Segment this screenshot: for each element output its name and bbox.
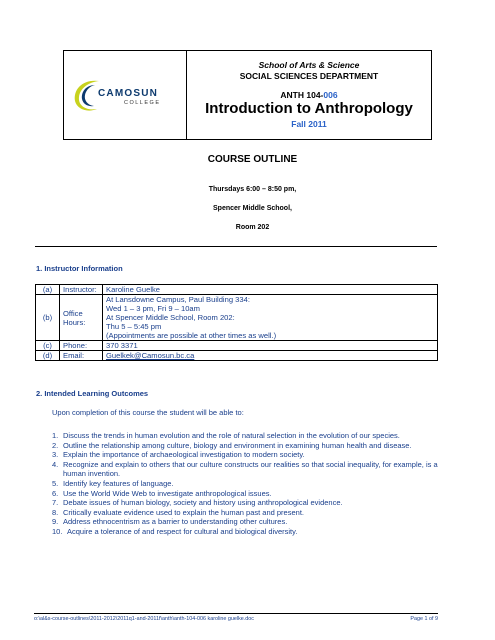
row-value-line: At Spencer Middle School, Room 202:: [106, 313, 235, 322]
row-value: [103, 295, 438, 341]
footer-page-number: Page 1 of 9: [410, 616, 438, 622]
outcome-item: [52, 498, 442, 508]
row-value-line: Karoline Guelke: [106, 285, 161, 294]
outcome-text: Address ethnocentrism as a barrier to understanding other cultures.: [63, 517, 288, 527]
row-number: (b): [36, 295, 60, 341]
outcome-item: [52, 517, 442, 527]
outcome-item: [52, 527, 442, 537]
term: Fall 2011: [291, 119, 327, 129]
row-label: Instructor:: [60, 285, 103, 295]
outcome-number: 8.: [52, 507, 59, 517]
outcome-text: Recognize and explain to others that our culture constructs our realities so that social inequality, for example, is a human invention.: [63, 459, 438, 479]
header-box: [63, 50, 432, 140]
instructor-table-row: [36, 351, 438, 361]
outcome-text: Debate issues of human biology, society and history using anthropological evidence.: [63, 498, 343, 508]
school-name: School of Arts & Science: [258, 60, 360, 70]
logo-wordmark: CAMOSUN: [98, 88, 159, 99]
meeting-room: Room 202: [235, 224, 270, 231]
outcome-item: [52, 489, 442, 499]
logo-cell: [64, 51, 187, 139]
row-label: Phone:: [60, 341, 103, 351]
row-value-line: At Lansdowne Campus, Paul Building 334:: [106, 295, 250, 304]
instructor-table-row: [36, 295, 438, 341]
course-code-prefix: ANTH 104-: [280, 90, 324, 100]
course-title: Introduction to Anthropology: [205, 100, 413, 117]
section-heading-instructor: 1. Instructor Information: [36, 264, 123, 273]
outcome-item: [52, 460, 442, 479]
instructor-table-row: [36, 341, 438, 351]
row-value-line: Thu 5 – 5:45 pm: [106, 322, 162, 331]
title-cell: [187, 51, 431, 139]
outcome-number: 3.: [52, 450, 59, 460]
meeting-time: Thursdays 6:00 – 8:50 pm,: [208, 186, 297, 193]
outcome-number: 1.: [52, 431, 59, 440]
department-name: SOCIAL SCIENCES DEPARTMENT: [239, 71, 379, 81]
email-link[interactable]: Guelkek@Camosun.bc.ca: [106, 351, 195, 360]
outcome-number: 4.: [52, 459, 59, 469]
outcomes-list: [52, 431, 442, 537]
row-value: [103, 351, 438, 361]
outcome-number: 5.: [52, 478, 59, 488]
divider-rule: [35, 246, 437, 247]
outline-title: COURSE OUTLINE: [207, 154, 298, 165]
row-number: (a): [36, 285, 60, 295]
outcome-number: 9.: [52, 517, 59, 527]
outcome-item: [52, 479, 442, 489]
instructor-table-row: [36, 285, 438, 295]
outcome-item: [52, 441, 442, 451]
footer-file-path: o:\al&s-course-outlines\2011-2012\2011q1-and-2011f\anth\anth-104-006 karoline guelke.doc: [34, 616, 254, 622]
instructor-table: [35, 284, 438, 361]
row-value-line: 370 3371: [106, 341, 138, 350]
row-value: [103, 285, 438, 295]
course-section: 006: [323, 90, 338, 100]
outcome-text: Discuss the trends in human evolution and the role of natural selection in the evolution of our species.: [63, 431, 400, 440]
outcome-item: [52, 508, 442, 518]
logo-subtext: COLLEGE: [124, 100, 161, 106]
outcomes-intro: Upon completion of this course the student will be able to:: [52, 408, 244, 417]
outcome-number: 6.: [52, 488, 59, 498]
outcome-text: Acquire a tolerance of and respect for cultural and biological diversity.: [67, 526, 298, 536]
meeting-location: Spencer Middle School,: [213, 205, 292, 212]
row-number: (c): [36, 341, 60, 351]
outcome-text: Critically evaluate evidence used to explain the human past and present.: [63, 507, 304, 517]
row-value-line: (Appointments are possible at other times as well.): [106, 331, 277, 340]
row-value-line: Wed 1 – 3 pm, Fri 9 – 10am: [106, 304, 200, 313]
outcome-number: 7.: [52, 498, 59, 508]
outcome-text: Outline the relationship among culture, biology and environment in examining human health and disease.: [63, 440, 412, 450]
row-value: [103, 341, 438, 351]
outcome-text: Use the World Wide Web to investigate anthropological issues.: [63, 488, 272, 498]
row-label: Office Hours:: [60, 295, 103, 341]
course-code: [187, 90, 431, 100]
outcome-number: 10.: [52, 526, 63, 536]
outcome-text: Explain the importance of archaeological investigation to modern society.: [63, 450, 305, 460]
outcome-text: Identify key features of language.: [63, 478, 174, 488]
outcome-number: 2.: [52, 440, 59, 450]
outcome-item: [52, 450, 442, 460]
row-label: Email:: [60, 351, 103, 361]
page-footer: [34, 613, 438, 622]
section-heading-outcomes: 2. Intended Learning Outcomes: [36, 389, 149, 398]
row-number: (d): [36, 351, 60, 361]
outcome-item: [52, 431, 442, 441]
